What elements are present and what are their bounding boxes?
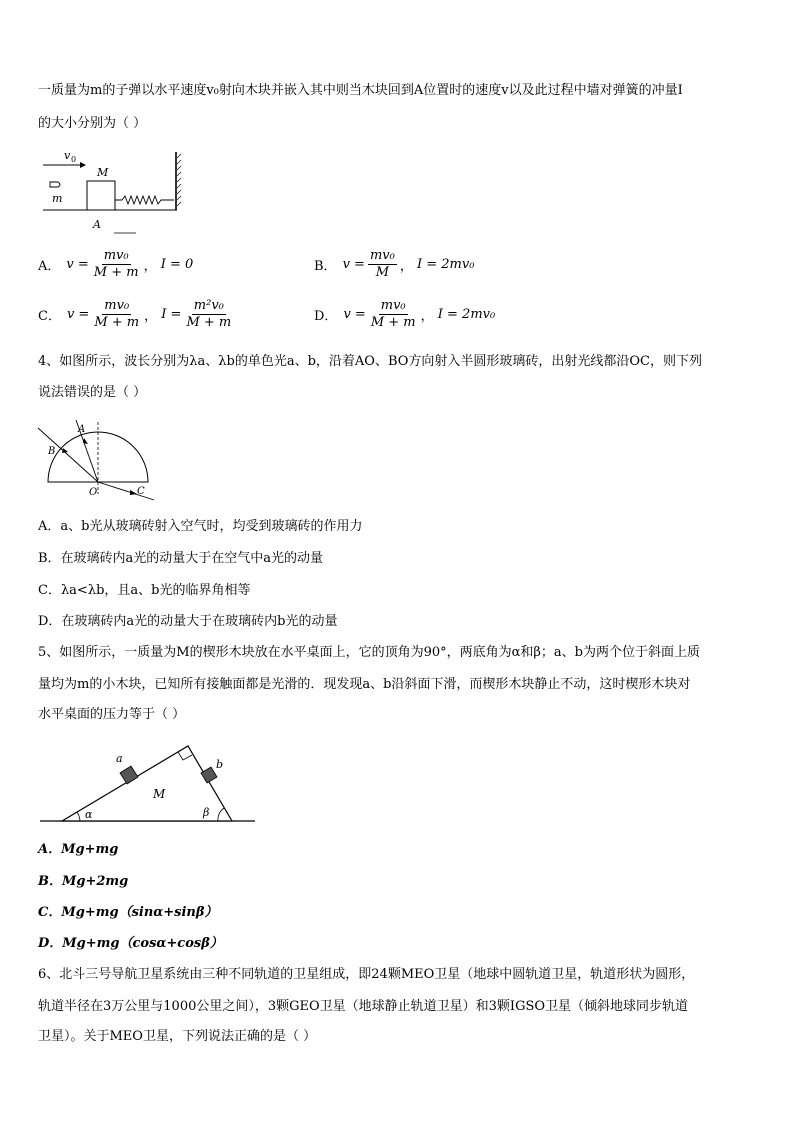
q5-stem-line1: 5、如图所示，一质量为M的楔形木块放在水平桌面上，它的顶角为90°，两底角为α和β；a、b为两个位于斜面上质: [38, 645, 700, 660]
q3-figure-spring: [115, 196, 174, 204]
q4-figure-ray-c: [98, 482, 154, 500]
q5-option-c[interactable]: C．Mg+mg（sinα+sinβ）: [38, 905, 218, 920]
q6-stem-line2: 轨道半径在3万公里与1000公里之间），3颗GEO卫星（地球静止轨道卫星）和3颗IGSO卫星（倾斜地球同步轨道: [38, 999, 689, 1014]
q4-option-d[interactable]: D．在玻璃砖内a光的动量大于在玻璃砖内b光的动量: [38, 614, 338, 629]
q5-stem-line2: 量均为m的小木块，已知所有接触面都是光滑的．现发现a、b沿斜面下滑，而楔形木块静止不动，这时楔形木块对: [38, 677, 691, 692]
q5-figure-wedge: [40, 740, 256, 826]
q3-stem-line1: 一质量为m的子弹以水平速度v₀射向木块并嵌入其中则当木块回到A位置时的速度v以及此过程中墙对弹簧的冲量I: [38, 83, 683, 98]
q3-option-c[interactable]: C． v = $\frac{\text{mv₀}}{M + m}$ ， I = $\frac{\text{m²v₀}}{M + m}$: [38, 298, 232, 330]
q4-figure-A-label: A: [78, 424, 86, 435]
q5-stem-line3: 水平桌面的压力等于（ ）: [38, 707, 186, 722]
q5-option-a[interactable]: A．Mg+mg: [38, 842, 119, 857]
q5-option-b[interactable]: B．Mg+2mg: [38, 874, 129, 889]
q3-stem-line2: 的大小分别为（ ）: [38, 116, 147, 131]
q4-stem-line1: 4、如图所示，波长分别为λa、λb的单色光a、b，沿着AO、BO方向射入半圆形玻璃砖，出射光线都沿OC，则下列: [38, 354, 702, 369]
q4-figure-B-label: B: [48, 446, 56, 457]
q5-figure-alpha-label: α: [85, 808, 93, 821]
q3-option-a[interactable]: A． v = $\frac{\text{mv₀}}{M + m}$ ， I = 0: [38, 248, 194, 280]
q4-figure-semicircle-prism: [36, 418, 164, 504]
q4-figure-O-label: O: [89, 487, 98, 498]
q3-figure-block: [87, 181, 115, 210]
q4-option-a[interactable]: A．a、b光从玻璃砖射入空气时，均受到玻璃砖的作用力: [38, 519, 363, 534]
q3-figure-v0-label: v: [64, 149, 71, 162]
q3-figure-A-label: A: [93, 218, 101, 231]
q3-figure-M-label: M: [97, 166, 109, 179]
q3-option-b[interactable]: B． v = $\frac{\text{mv₀}}{M}$ ， I = 2mv₀: [314, 248, 475, 280]
q4-stem-line2: 说法错误的是（ ）: [38, 385, 147, 400]
q5-figure-M-label: M: [153, 787, 166, 801]
q6-stem-line1: 6、北斗三号导航卫星系统由三种不同轨道的卫星组成，即24颗MEO卫星（地球中圆轨道卫星，轨道形状为圆形，: [38, 967, 695, 982]
q4-option-c[interactable]: C．λa<λb，且a、b光的临界角相等: [38, 583, 251, 598]
q4-figure-ray-b: [38, 428, 98, 482]
q3-figure-v0-subscript: 0: [71, 155, 77, 164]
q5-figure-b-label: b: [216, 758, 224, 771]
q5-figure-a-label: a: [116, 752, 123, 765]
q5-option-d[interactable]: D．Mg+mg（cosα+cosβ）: [38, 936, 223, 951]
q6-stem-line3: 卫星）。关于MEO卫星，下列说法正确的是（ ）: [38, 1029, 317, 1044]
q4-figure-C-label: C: [137, 486, 145, 497]
q3-figure-bullet: [50, 182, 60, 187]
q3-figure-m-label: m: [52, 192, 63, 205]
q4-option-b[interactable]: B．在玻璃砖内a光的动量大于在空气中a光的动量: [38, 551, 324, 566]
q5-figure-beta-label: β: [203, 806, 210, 819]
q3-option-d[interactable]: D． v = $\frac{\text{mv₀}}{M + m}$ ， I = 2mv₀: [314, 298, 496, 330]
q3-figure-bullet-spring: [40, 148, 190, 236]
